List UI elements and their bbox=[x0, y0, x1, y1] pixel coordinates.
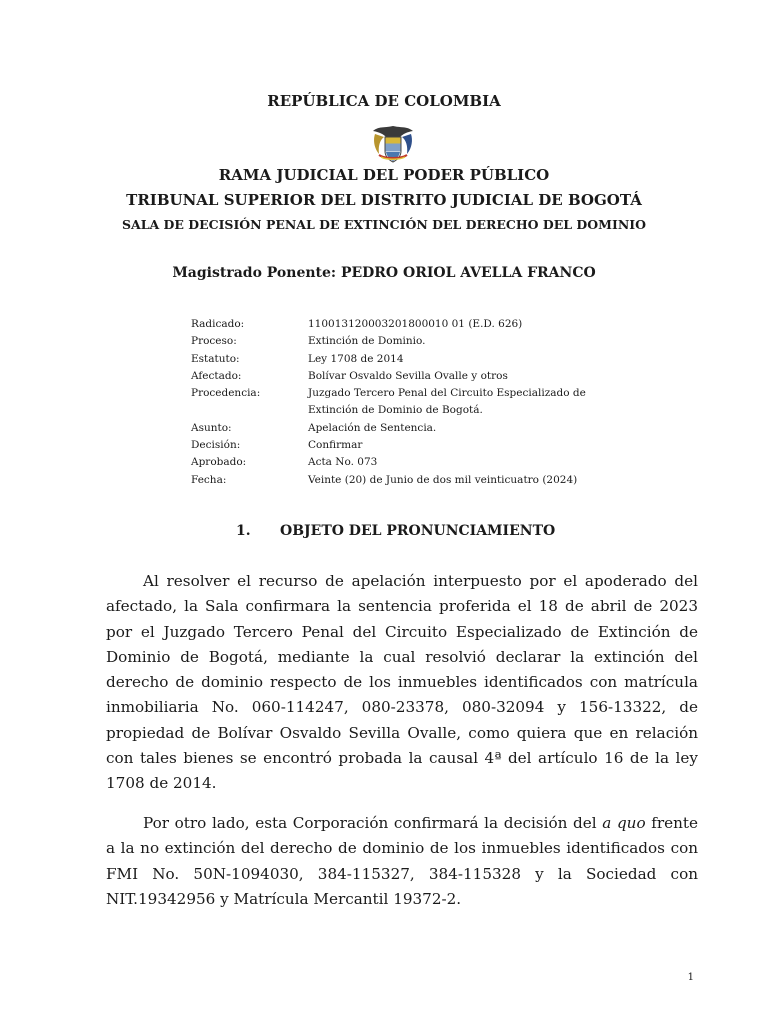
chamber-heading: SALA DE DECISIÓN PENAL DE EXTINCIÓN DEL DERECHO DEL DOMINIO bbox=[121, 217, 647, 232]
judicial-branch-heading: RAMA JUDICIAL DEL PODER PÚBLICO bbox=[218, 166, 550, 184]
metadata-row bbox=[191, 316, 608, 333]
magistrate-heading: Magistrado Ponente: PEDRO ORIOL AVELLA FRANCO bbox=[172, 265, 596, 281]
metadata-value: Confirmar bbox=[308, 439, 363, 452]
metadata-row bbox=[191, 472, 608, 489]
section-number: 1. bbox=[236, 523, 251, 539]
metadata-key: Decisión: bbox=[191, 439, 241, 452]
paragraph-text-start: Por otro lado, esta Corporación confirmará la decisión del bbox=[143, 814, 603, 832]
country-heading: REPÚBLICA DE COLOMBIA bbox=[267, 92, 501, 110]
metadata-row bbox=[191, 333, 608, 350]
metadata-value: Bolívar Osvaldo Sevilla Ovalle y otros bbox=[308, 369, 508, 382]
metadata-value: Extinción de Dominio. bbox=[308, 335, 426, 348]
paragraph-text-end: frente a la no extinción del derecho de dominio de los inmuebles identificados con FMI No. 50N-1094030, 384-115327, 384-115328 y la Sociedad con NIT.19342956 y Matrícula Mercantil 19372-2. bbox=[106, 814, 698, 908]
metadata-key: Afectado: bbox=[191, 369, 242, 382]
body-paragraph-1 bbox=[106, 569, 698, 797]
coat-of-arms-icon bbox=[371, 124, 415, 164]
metadata-row bbox=[191, 368, 608, 385]
section-title: OBJETO DEL PRONUNCIAMIENTO bbox=[280, 523, 556, 539]
metadata-value: Veinte (20) de Junio de dos mil veinticuatro (2024) bbox=[308, 473, 578, 486]
metadata-value: Juzgado Tercero Penal del Circuito Especializado de Extinción de Dominio de Bogotá. bbox=[308, 387, 586, 417]
paragraph-text bbox=[106, 811, 698, 912]
metadata-row bbox=[191, 454, 608, 471]
metadata-value: Acta No. 073 bbox=[308, 456, 378, 469]
latin-term: a quo bbox=[602, 814, 646, 832]
section-heading bbox=[236, 523, 555, 539]
metadata-value: 110013120003201800010 01 (E.D. 626) bbox=[308, 318, 523, 330]
paragraph-text: Al resolver el recurso de apelación interpuesto por el apoderado del afectado, la Sala confirmara la sentencia proferida el 18 de abril de 2023 por el Juzgado Tercero Penal del Circuito Especializado de Extinción de Dominio de Bogotá, mediante la cual resolvió declarar la extinción del derecho de dominio respecto de los inmuebles identificados con matrícula inmobiliaria No. 060-114247, 080-23378, 080-32094 y 156-13322, de propiedad de Bolívar Osvaldo Sevilla Ovalle, como quiera que en relación con tales bienes se encontró probada la causal 4ª del artículo 16 de la ley 1708 de 2014. bbox=[106, 572, 698, 793]
tribunal-heading: TRIBUNAL SUPERIOR DEL DISTRITO JUDICIAL DE BOGOTÁ bbox=[126, 191, 642, 209]
metadata-row bbox=[191, 351, 608, 368]
metadata-key: Aprobado: bbox=[191, 456, 247, 469]
page-number: 1 bbox=[687, 972, 694, 983]
metadata-value: Ley 1708 de 2014 bbox=[308, 352, 404, 365]
metadata-value: Apelación de Sentencia. bbox=[308, 421, 437, 434]
metadata-row bbox=[191, 420, 608, 437]
case-metadata bbox=[191, 316, 608, 489]
metadata-key: Estatuto: bbox=[191, 352, 240, 365]
metadata-key: Proceso: bbox=[191, 335, 237, 348]
metadata-key: Asunto: bbox=[191, 421, 232, 434]
metadata-row bbox=[191, 385, 608, 420]
body-paragraph-2 bbox=[106, 811, 698, 912]
metadata-key: Procedencia: bbox=[191, 387, 261, 400]
metadata-key: Fecha: bbox=[191, 473, 227, 486]
metadata-key: Radicado: bbox=[191, 318, 245, 330]
metadata-row bbox=[191, 437, 608, 454]
